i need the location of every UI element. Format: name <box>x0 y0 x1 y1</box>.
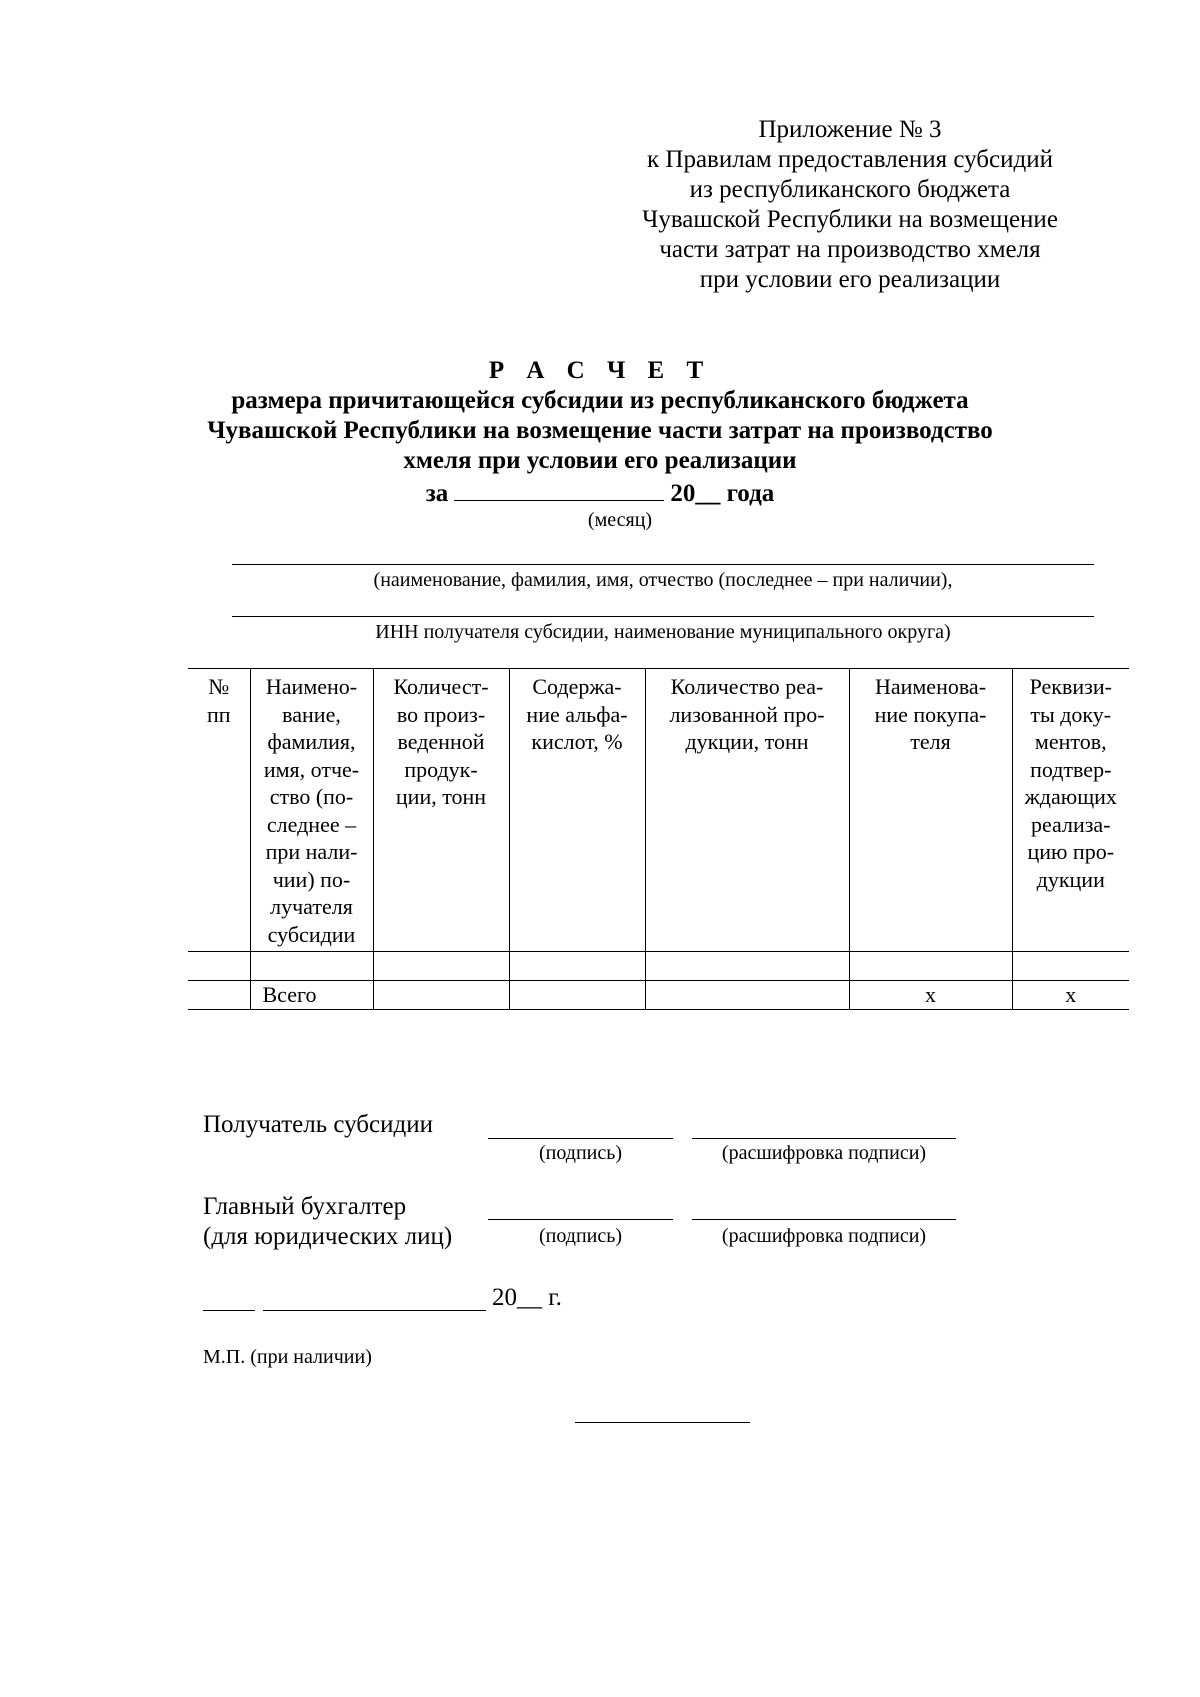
table-cell[interactable] <box>188 952 250 981</box>
stamp-note: М.П. (при наличии) <box>203 1346 372 1368</box>
col-number: № пп <box>188 669 250 952</box>
table-cell[interactable] <box>373 952 509 981</box>
col-recipient-name: Наимено- вание, фамилия, имя, отче- ство (по- следнее – при нали- чии) по- лучателя субсидии <box>250 669 373 952</box>
date-day-blank[interactable] <box>203 1310 255 1311</box>
total-documents-x: х <box>1012 981 1129 1010</box>
total-produced-cell[interactable] <box>373 981 509 1010</box>
title-line: хмеля при условии его реализации <box>403 447 797 474</box>
col-produced-quantity: Количест- во произ- веденной продук- ции, тонн <box>373 669 509 952</box>
table-cell[interactable] <box>509 952 645 981</box>
month-caption: (месяц) <box>587 509 653 531</box>
title-word: Р А С Ч Е Т <box>488 357 712 384</box>
document-title <box>150 356 1050 476</box>
title-line: размера причитающейся субсидии из республиканского бюджета <box>231 387 969 414</box>
signature-caption: (подпись) <box>538 1142 623 1164</box>
appendix-header <box>600 115 1100 295</box>
table-cell[interactable] <box>1012 952 1129 981</box>
col-alpha-acids: Содержа- ние альфа- кислот, % <box>509 669 645 952</box>
accountant-label-2: (для юридических лиц) <box>203 1223 453 1250</box>
table-cell[interactable] <box>250 952 373 981</box>
table-cell[interactable] <box>849 952 1012 981</box>
accountant-signature-blank[interactable] <box>488 1219 673 1220</box>
appendix-line: Приложение № 3 <box>758 116 942 143</box>
total-buyer-x: х <box>849 981 1012 1010</box>
signature-caption: (подпись) <box>538 1225 623 1247</box>
period-year: 20__ года <box>670 480 775 507</box>
accountant-decode-blank[interactable] <box>692 1219 956 1220</box>
table-cell <box>188 981 250 1010</box>
footer-line <box>575 1422 750 1423</box>
col-documents: Реквизи- ты доку- ментов, подтвер- ждающих реализа- цию про- дукции <box>1012 669 1129 952</box>
recipient-signature-label: Получатель субсидии <box>203 1111 433 1138</box>
appendix-line: Чувашской Республики на возмещение <box>642 206 1058 233</box>
recipient-signature-blank[interactable] <box>488 1138 673 1139</box>
recipient-name-blank[interactable] <box>232 564 1094 565</box>
calculation-table <box>188 668 1129 1010</box>
appendix-line: из республиканского бюджета <box>689 176 1011 203</box>
date-month-blank[interactable] <box>263 1310 486 1311</box>
appendix-line: части затрат на производство хмеля <box>659 236 1041 263</box>
total-row <box>188 981 1129 1010</box>
col-buyer-name: Наименова- ние покупа- теля <box>849 669 1012 952</box>
appendix-line: при условии его реализации <box>699 266 1001 293</box>
table-header-row <box>188 669 1129 952</box>
decode-caption: (расшифровка подписи) <box>721 1142 927 1164</box>
recipient-decode-blank[interactable] <box>692 1138 956 1139</box>
total-sold-cell[interactable] <box>645 981 849 1010</box>
period-line <box>150 476 1050 509</box>
accountant-label: Главный бухгалтер <box>203 1193 407 1220</box>
table-cell[interactable] <box>645 952 849 981</box>
table-row <box>188 952 1129 981</box>
recipient-inn-blank[interactable] <box>232 616 1094 617</box>
month-blank[interactable] <box>454 476 664 501</box>
recipient-caption-1: (наименование, фамилия, имя, отчество (последнее – при наличии), <box>373 569 953 591</box>
decode-caption: (расшифровка подписи) <box>721 1225 927 1247</box>
total-alpha-cell[interactable] <box>509 981 645 1010</box>
title-line: Чувашской Республики на возмещение части затрат на производство <box>207 417 993 444</box>
total-label: Всего <box>250 981 373 1010</box>
col-sold-quantity: Количество реа- лизованной про- дукции, тонн <box>645 669 849 952</box>
date-year: 20__ г. <box>492 1284 562 1311</box>
appendix-line: к Правилам предоставления субсидий <box>647 146 1053 173</box>
period-prefix: за <box>425 480 449 507</box>
recipient-caption-2: ИНН получателя субсидии, наименование муниципального округа) <box>375 621 951 643</box>
